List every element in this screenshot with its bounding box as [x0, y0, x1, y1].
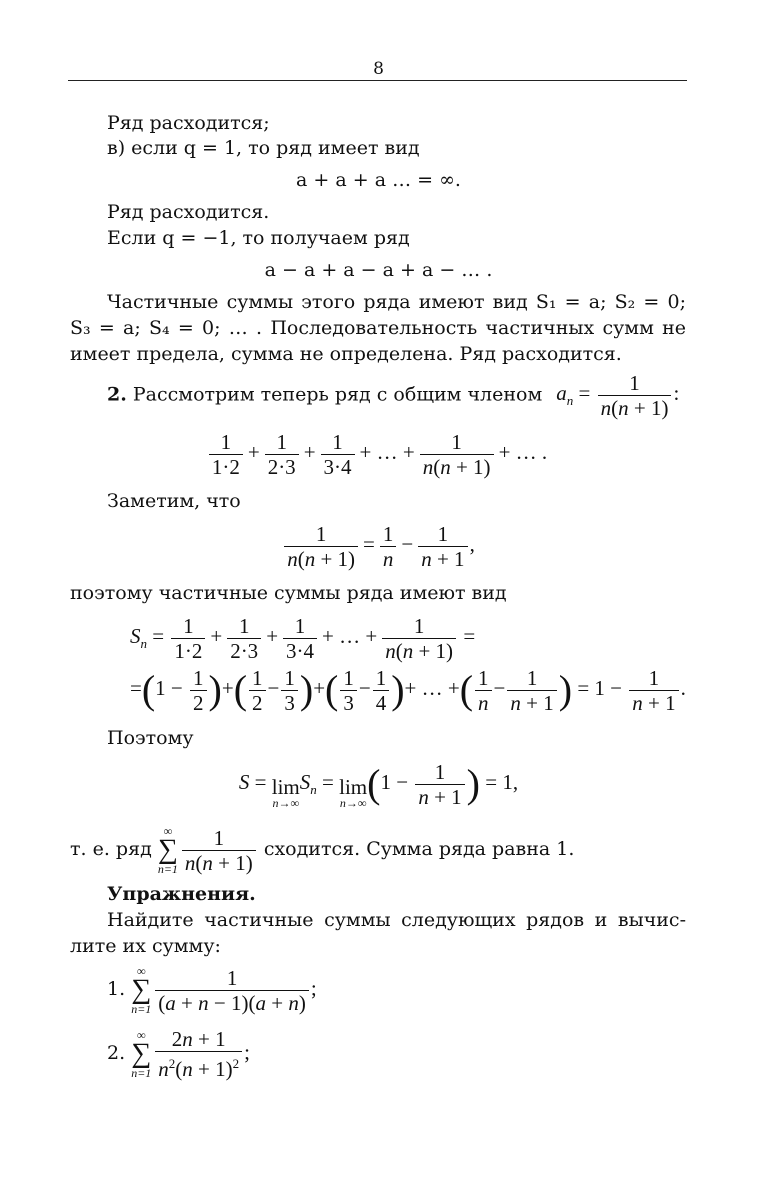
exercises-heading: Упражнения.	[107, 883, 256, 905]
header-rule	[68, 80, 687, 81]
text-line: Ряд расходится.	[107, 201, 270, 223]
item-number: 2.	[107, 383, 127, 406]
series-sum-formula: ∞ ∑ n=1 $\frac{1}{n(n + 1)}$	[158, 836, 258, 860]
partial-sum-formula-line2: =(1 − $\frac{1}{2}$ )+( $\frac{1}{2}$ − $\frac{1}{3}$ )+( $\frac{1}{3}$ − $\frac{1}{4}$ )+ … +( $\frac{1}{n}$ − $\frac{1}{n + 1}$ ) = 1 − $\frac{1}{n + 1}$ .	[130, 665, 686, 715]
text-line: поэтому частичные суммы ряда имеют вид	[70, 582, 507, 604]
item-2-line	[107, 372, 679, 422]
exercise-2-formula: ∞ ∑ n=1 $\frac{2n + 1}{n^2(n + 1)^2}$ ;	[131, 1027, 250, 1082]
paragraph-line: Найдите частичные суммы следующих рядов и вычис-	[107, 909, 686, 931]
paragraph-line: Частичные суммы этого ряда имеют вид S₁ = a; S₂ = 0;	[107, 291, 686, 313]
equation-constant-series: a + a + a … = ∞.	[296, 169, 461, 191]
page-number: 8	[373, 59, 384, 79]
exercise-number: 1.	[107, 978, 126, 1000]
text-line: Если q = −1, то получаем ряд	[107, 227, 410, 249]
text-fragment: сходится. Сумма ряда равна 1.	[263, 838, 575, 860]
limit-formula: S = lim n→∞ $S_n$ = lim n→∞ (1 − $\frac{1}{n + 1}$ ) = 1,	[238, 759, 519, 811]
paragraph-line: лите их сумму:	[70, 935, 221, 957]
paragraph-line: S₃ = a; S₄ = 0; … . Последовательность частичных сумм не	[70, 317, 686, 339]
item-text: Рассмотрим теперь ряд с общим членом	[132, 383, 543, 406]
text-line: Ряд расходится;	[107, 112, 270, 134]
paragraph-line: имеет предела, сумма не определена. Ряд расходится.	[70, 343, 622, 365]
partial-sum-formula-line1: $S_n$ = $\frac{1}{1\cdot 2}$ + $\frac{1}{2\cdot 3}$ + $\frac{1}{3\cdot 4}$ + … + $\frac{1}{n(n + 1)}$ =	[130, 613, 476, 663]
convergence-line	[70, 820, 574, 877]
text-line: Поэтому	[107, 727, 194, 749]
exercise-1-formula: ∞ ∑ n=1 $\frac{1}{(a + n - 1)(a + n)}$ ;	[131, 964, 317, 1017]
exercise-1	[107, 960, 317, 1017]
partial-fraction-formula: $\frac{1}{n(n + 1)}$ = $\frac{1}{n}$ − $\frac{1}{n + 1}$ ,	[0, 520, 757, 570]
exercise-2	[107, 1024, 250, 1081]
general-term-formula: $a_n$ = $\frac{1}{n(n + 1)}$ :	[556, 371, 680, 420]
text-fragment: т. е. ряд	[70, 838, 152, 860]
series-formula: $\frac{1}{1\cdot 2}$ + $\frac{1}{2\cdot 3}$ + $\frac{1}{3\cdot 4}$ + … + $\frac{1}{n(n + 1)}$ + … .	[0, 428, 757, 478]
equation-alternating-series: a − a + a − a + a − … .	[264, 259, 493, 281]
exercise-number: 2.	[107, 1042, 126, 1064]
text-line: в) если q = 1, то ряд имеет вид	[107, 137, 420, 159]
text-line: Заметим, что	[107, 490, 241, 512]
